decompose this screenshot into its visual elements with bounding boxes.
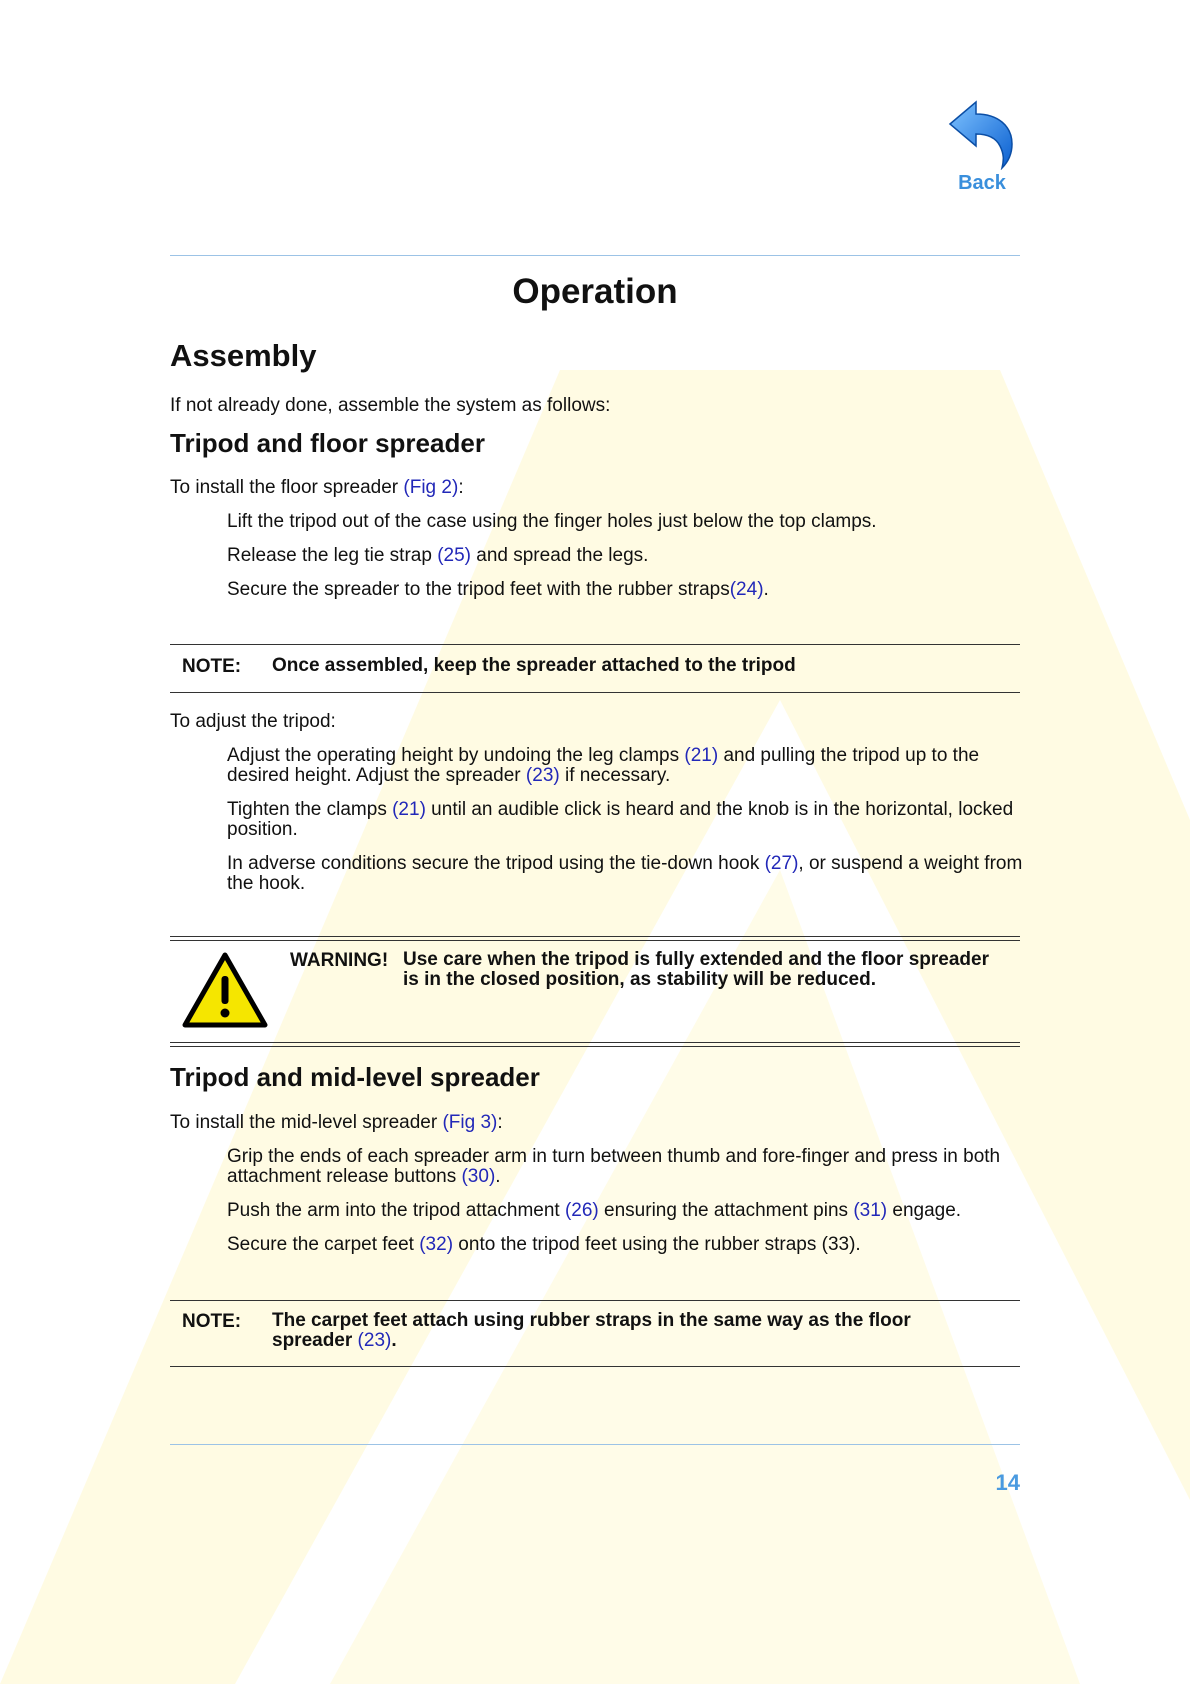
mid-step-2: Push the arm into the tripod attachment (26) ensuring the attachment pins (31) engage. xyxy=(227,1200,962,1221)
warning-bottom-rule xyxy=(170,1042,1020,1043)
note-top-rule xyxy=(170,1300,1020,1301)
adjust-step-3: In adverse conditions secure the tripod using the tie-down hook (27), or suspend a weight from the hook. xyxy=(227,853,1023,894)
note-text: Once assembled, keep the spreader attached to the tripod xyxy=(272,655,796,676)
footer-divider xyxy=(170,1444,1020,1445)
floor-step-3: Secure the spreader to the tripod feet with the rubber straps(24). xyxy=(227,579,769,600)
ref-link[interactable]: (24) xyxy=(729,579,764,600)
note-label: NOTE: xyxy=(182,1311,242,1332)
ref-link[interactable]: (23) xyxy=(357,1330,392,1351)
ref-link[interactable]: (25) xyxy=(437,545,471,566)
floor-step-2: Release the leg tie strap (25) and spread the legs. xyxy=(227,545,649,566)
floor-install-intro: To install the floor spreader (Fig 2): xyxy=(170,477,464,498)
note-label: NOTE: xyxy=(182,656,242,677)
warning-triangle-icon xyxy=(182,952,268,1028)
page-title: Operation xyxy=(512,272,678,311)
ref-link[interactable]: (32) xyxy=(419,1234,454,1255)
back-label[interactable]: Back xyxy=(958,172,1006,194)
assembly-intro: If not already done, assemble the system as follows: xyxy=(170,395,611,416)
warning-top-rule-2 xyxy=(170,940,1020,941)
note-bottom-rule xyxy=(170,692,1020,693)
floor-step-1: Lift the tripod out of the case using the finger holes just below the top clamps. xyxy=(227,511,877,532)
fig3-link[interactable]: (Fig 3) xyxy=(442,1112,498,1133)
mid-step-3: Secure the carpet feet (32) onto the tripod feet using the rubber straps (33). xyxy=(227,1234,861,1255)
ref-link[interactable]: (21) xyxy=(392,799,426,820)
ref-link[interactable]: (31) xyxy=(853,1200,888,1221)
note-bottom-rule xyxy=(170,1366,1020,1367)
section-heading-mid-spreader: Tripod and mid-level spreader xyxy=(170,1062,540,1092)
adjust-step-1: Adjust the operating height by undoing the leg clamps (21) and pulling the tripod up to the desired height. Adjust the spreader (23) if necessary. xyxy=(227,745,980,786)
mid-install-intro: To install the mid-level spreader (Fig 3): xyxy=(170,1112,503,1133)
back-button[interactable] xyxy=(942,98,1022,195)
warning-top-rule xyxy=(170,936,1020,937)
warning-text: Use care when the tripod is fully extended and the floor spreader is in the closed position, as stability will be reduced. xyxy=(403,949,989,990)
header-divider xyxy=(170,255,1020,256)
ref-link[interactable]: (21) xyxy=(684,745,719,766)
back-arrow-icon xyxy=(946,98,1018,170)
warning-label: WARNING! xyxy=(290,950,389,971)
ref-link[interactable]: (26) xyxy=(564,1200,599,1221)
ref-link[interactable]: (23) xyxy=(525,765,560,786)
ref-link[interactable]: (27) xyxy=(764,853,799,874)
section-heading-assembly: Assembly xyxy=(170,338,317,373)
fig2-link[interactable]: (Fig 2) xyxy=(403,477,459,498)
warning-bottom-rule-2 xyxy=(170,1046,1020,1047)
adjust-intro: To adjust the tripod: xyxy=(170,711,336,732)
note-text: The carpet feet attach using rubber straps in the same way as the floor spreader (23). xyxy=(272,1310,911,1351)
page-number: 14 xyxy=(995,1470,1020,1495)
mid-step-1: Grip the ends of each spreader arm in turn between thumb and fore-finger and press in both attachment release buttons (30). xyxy=(227,1146,1001,1187)
adjust-step-2: Tighten the clamps (21) until an audible click is heard and the knob is in the horizontal, locked position. xyxy=(227,799,1014,840)
ref-link[interactable]: (30) xyxy=(461,1166,496,1187)
section-heading-floor-spreader: Tripod and floor spreader xyxy=(170,428,485,458)
note-top-rule xyxy=(170,644,1020,645)
